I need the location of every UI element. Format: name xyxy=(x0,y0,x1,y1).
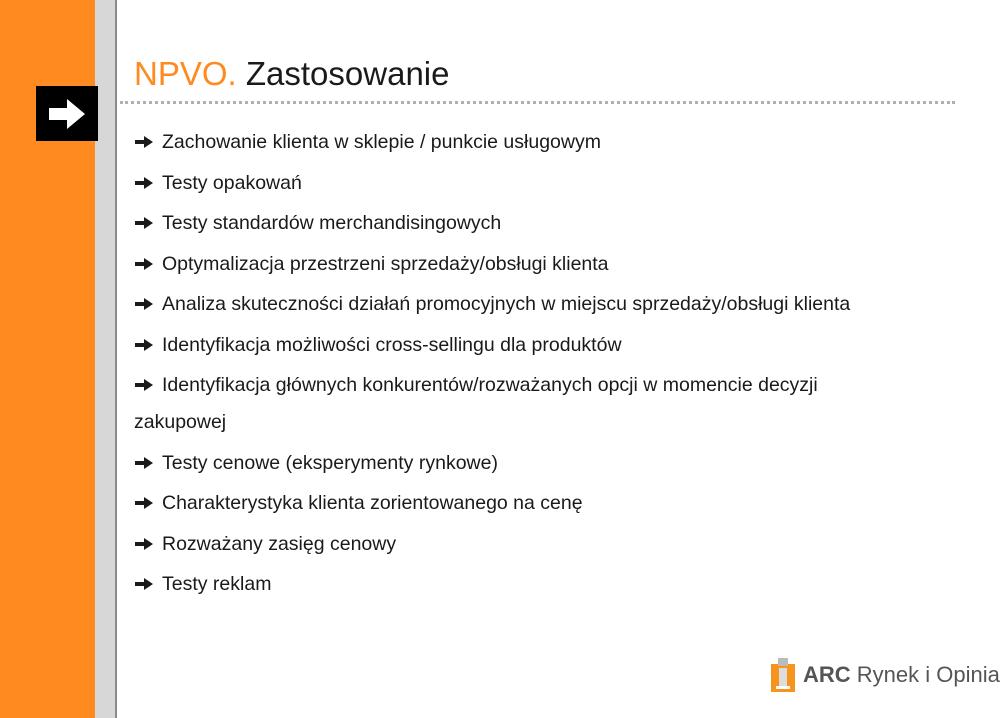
right-arrow-icon xyxy=(134,297,154,311)
header-arrow-box xyxy=(36,86,98,141)
list-item-text: Rozważany zasięg cenowy xyxy=(162,532,397,555)
list-item xyxy=(134,373,944,434)
list-item-text: Testy reklam xyxy=(162,573,272,595)
right-arrow-icon xyxy=(134,338,154,352)
right-arrow-icon xyxy=(134,456,154,470)
list-item-text: Optymalizacja przestrzeni sprzedaży/obsługi klienta xyxy=(162,252,609,275)
right-arrow-icon xyxy=(134,378,154,392)
title-main: Zastosowanie xyxy=(245,55,450,92)
list-item xyxy=(134,572,944,596)
list-item-text: Analiza skuteczności działań promocyjnych w miejscu sprzedaży/obsługi klienta xyxy=(162,293,851,315)
bullet-list xyxy=(134,130,944,613)
arc-logo-icon xyxy=(771,658,795,692)
list-item-text: Testy cenowe (eksperymenty rynkowe) xyxy=(162,451,498,474)
right-arrow-icon xyxy=(47,96,87,132)
right-arrow-icon xyxy=(134,537,154,551)
vertical-divider xyxy=(115,0,117,718)
list-item-text: Zachowanie klienta w sklepie / punkcie usługowym xyxy=(162,131,601,153)
page-title xyxy=(134,54,449,94)
right-arrow-icon xyxy=(134,176,154,190)
list-item xyxy=(134,211,944,235)
logo-brand: ARC xyxy=(803,662,851,687)
list-item xyxy=(134,491,944,515)
list-item xyxy=(134,333,944,357)
list-item-text: Identyfikacja głównych konkurentów/rozważanych opcji w momencie decyzji xyxy=(162,374,818,396)
list-item-text: Testy standardów merchandisingowych xyxy=(162,212,502,234)
right-arrow-icon xyxy=(134,135,154,149)
logo-tagline: Rynek i Opinia xyxy=(856,662,1000,687)
list-item xyxy=(134,292,944,316)
company-logo xyxy=(771,658,1000,692)
list-item-text: Charakterystyka klienta zorientowanego na cenę xyxy=(162,492,583,514)
title-prefix: NPVO. xyxy=(134,55,237,92)
list-item xyxy=(134,130,944,154)
dotted-separator xyxy=(120,101,955,104)
right-arrow-icon xyxy=(134,257,154,271)
list-item xyxy=(134,451,944,475)
gray-strip xyxy=(95,0,115,718)
list-item-text: Testy opakowań xyxy=(162,171,302,194)
list-item-text: Identyfikacja możliwości cross-sellingu dla produktów xyxy=(162,333,622,356)
list-item-continuation: zakupowej xyxy=(134,411,227,433)
list-item xyxy=(134,252,944,276)
list-item xyxy=(134,171,944,195)
right-arrow-icon xyxy=(134,577,154,591)
logo-text xyxy=(803,662,1000,688)
right-arrow-icon xyxy=(134,496,154,510)
list-item xyxy=(134,532,944,556)
right-arrow-icon xyxy=(134,216,154,230)
